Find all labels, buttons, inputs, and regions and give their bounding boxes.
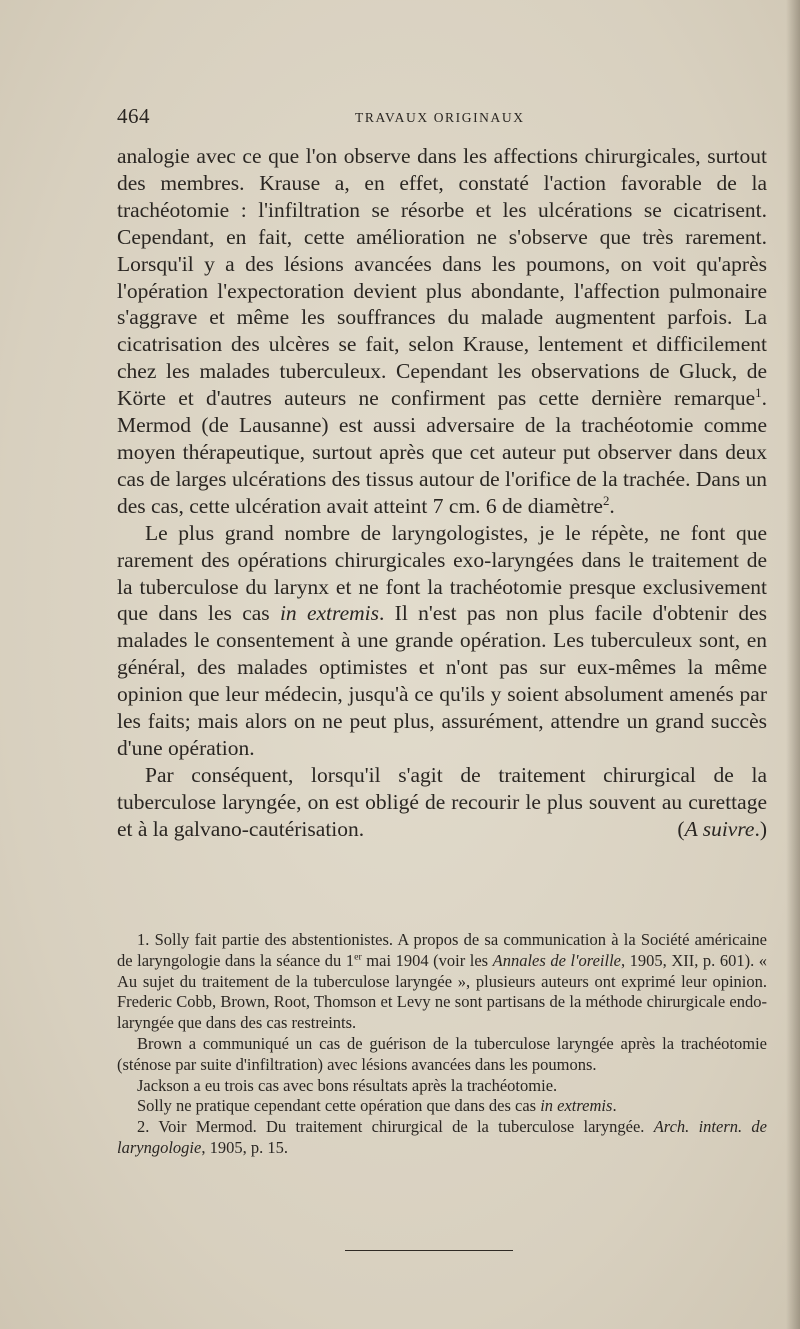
paragraph-1-text-3: . — [609, 493, 615, 518]
footnote-2-italic: Arch. intern. de laryngologie — [117, 1117, 767, 1157]
footnote-1-solly-text: Solly ne pratique cependant cette opération que dans des cas — [137, 1096, 541, 1116]
footnotes — [117, 930, 767, 1159]
paragraph-1-text: analogie avec ce que l'on observe dans les affections chirurgicales, surtout des membres. Krause a, en effet, constaté l'action favorable de la trachéotomie : l'infiltration se résorbe et les ulcérations se cicatrisent. Cependant, en fait, cette amélioration ne s'observe que très rarement. Lorsqu'il y a des lésions avancées dans les poumons, on voit qu'après l'opération l'expectoration devient plus abondante, l'affection pulmonaire s'aggrave et même les souffrances du malade augmentent parfois. La cicatrisation des ulcères se fait, selon Krause, lentement et difficilement chez les malades tuberculeux. Cependant les observations de Gluck, de Körte et d'autres auteurs ne confirment pas cette dernière remarque — [117, 144, 767, 411]
paragraph-2 — [117, 520, 767, 762]
paragraph-3 — [117, 762, 767, 843]
paragraph-1 — [117, 143, 767, 520]
footnote-1-solly-text-2: . — [612, 1096, 617, 1116]
footnote-1-brown: Brown a communiqué un cas de guérison de la tuberculose laryngée après la trachéotomie (sténose par suite d'infiltration) avec lésions avancées dans les poumons. — [117, 1033, 767, 1074]
footnote-1-text-2: mai 1904 (voir les — [361, 950, 493, 970]
to-be-continued-open: ( — [677, 816, 685, 841]
footnote-1-sup: er — [354, 951, 362, 963]
paragraph-3-text: Par conséquent, lorsqu'il s'agit de traitement chirurgical de la tuberculose laryngée, on est obligé de recourir le plus souvent au curettage et à la galvano-cautérisation. — [117, 762, 767, 841]
running-title: TRAVAUX ORIGINAUX — [355, 110, 525, 125]
footnote-1-text-3: , 1905, XII, p. 601). « Au sujet du traitement de la tuberculose laryngée », plusieurs auteurs ont exprimé leur opinion. Frederic Cobb, Brown, Root, Thomson et Levy ne sont partisans de la méthode chirurgicale endo-laryngée que dans des cas restreints. — [117, 950, 767, 1033]
main-text — [117, 143, 767, 843]
to-be-continued-italic: A suivre — [684, 816, 755, 841]
footnote-2-text-2: , 1905, p. 15. — [201, 1137, 288, 1157]
page-edge-shadow — [786, 0, 800, 1329]
end-rule — [345, 1250, 513, 1251]
footnote-1-solly — [117, 1096, 767, 1117]
footnote-1 — [117, 930, 767, 1034]
to-be-continued — [649, 816, 767, 843]
footnote-1-text: 1. Solly fait partie des abstentionistes. A propos de sa communication à la Société américaine de laryngologie dans la séance du 1 — [117, 930, 767, 970]
page-header — [117, 104, 765, 134]
footnote-1-solly-italic: in extremis — [540, 1096, 613, 1116]
footnote-2 — [117, 1117, 767, 1159]
footnote-ref-1: 1 — [755, 386, 762, 400]
to-be-continued-close: .) — [754, 816, 767, 841]
page-number: 464 — [117, 104, 150, 128]
paragraph-2-text: Le plus grand nombre de laryngologistes, je le répète, ne font que rarement des opérations chirurgicales exo-laryngées dans le traitement de la tuberculose du larynx et ne font la trachéotomie presque exclusivement que dans les cas — [117, 520, 767, 626]
paragraph-2-text-2: . Il n'est pas non plus facile d'obtenir des malades le consentement à une grande opération. Les tuberculeux sont, en général, des malades optimistes et n'ont pas sur eux-mêmes la même opinion que leur médecin, jusqu'à ce qu'ils y soient absolument amenés par les faits; mais alors on ne peut plus, assurément, attendre un grand succès d'une opération. — [117, 601, 768, 760]
paragraph-1-text-2: . Mermod (de Lausanne) est aussi adversaire de la trachéotomie comme moyen thérapeutique, surtout après que cet auteur put observer dans deux cas de larges ulcérations des tissus autour de l'orifice de la trachée. Dans un des cas, cette ulcération avait atteint 7 cm. 6 de diamètre — [117, 386, 767, 518]
footnote-1-italic: Annales de l'oreille — [492, 950, 622, 970]
footnote-ref-2: 2 — [602, 493, 610, 508]
paragraph-2-italic: in extremis — [279, 601, 380, 626]
footnote-1-jackson: Jackson a eu trois cas avec bons résultats après la trachéotomie. — [137, 1075, 558, 1095]
footnote-2-text: 2. Voir Mermod. Du traitement chirurgical de la tuberculose laryngée. — [137, 1117, 654, 1137]
